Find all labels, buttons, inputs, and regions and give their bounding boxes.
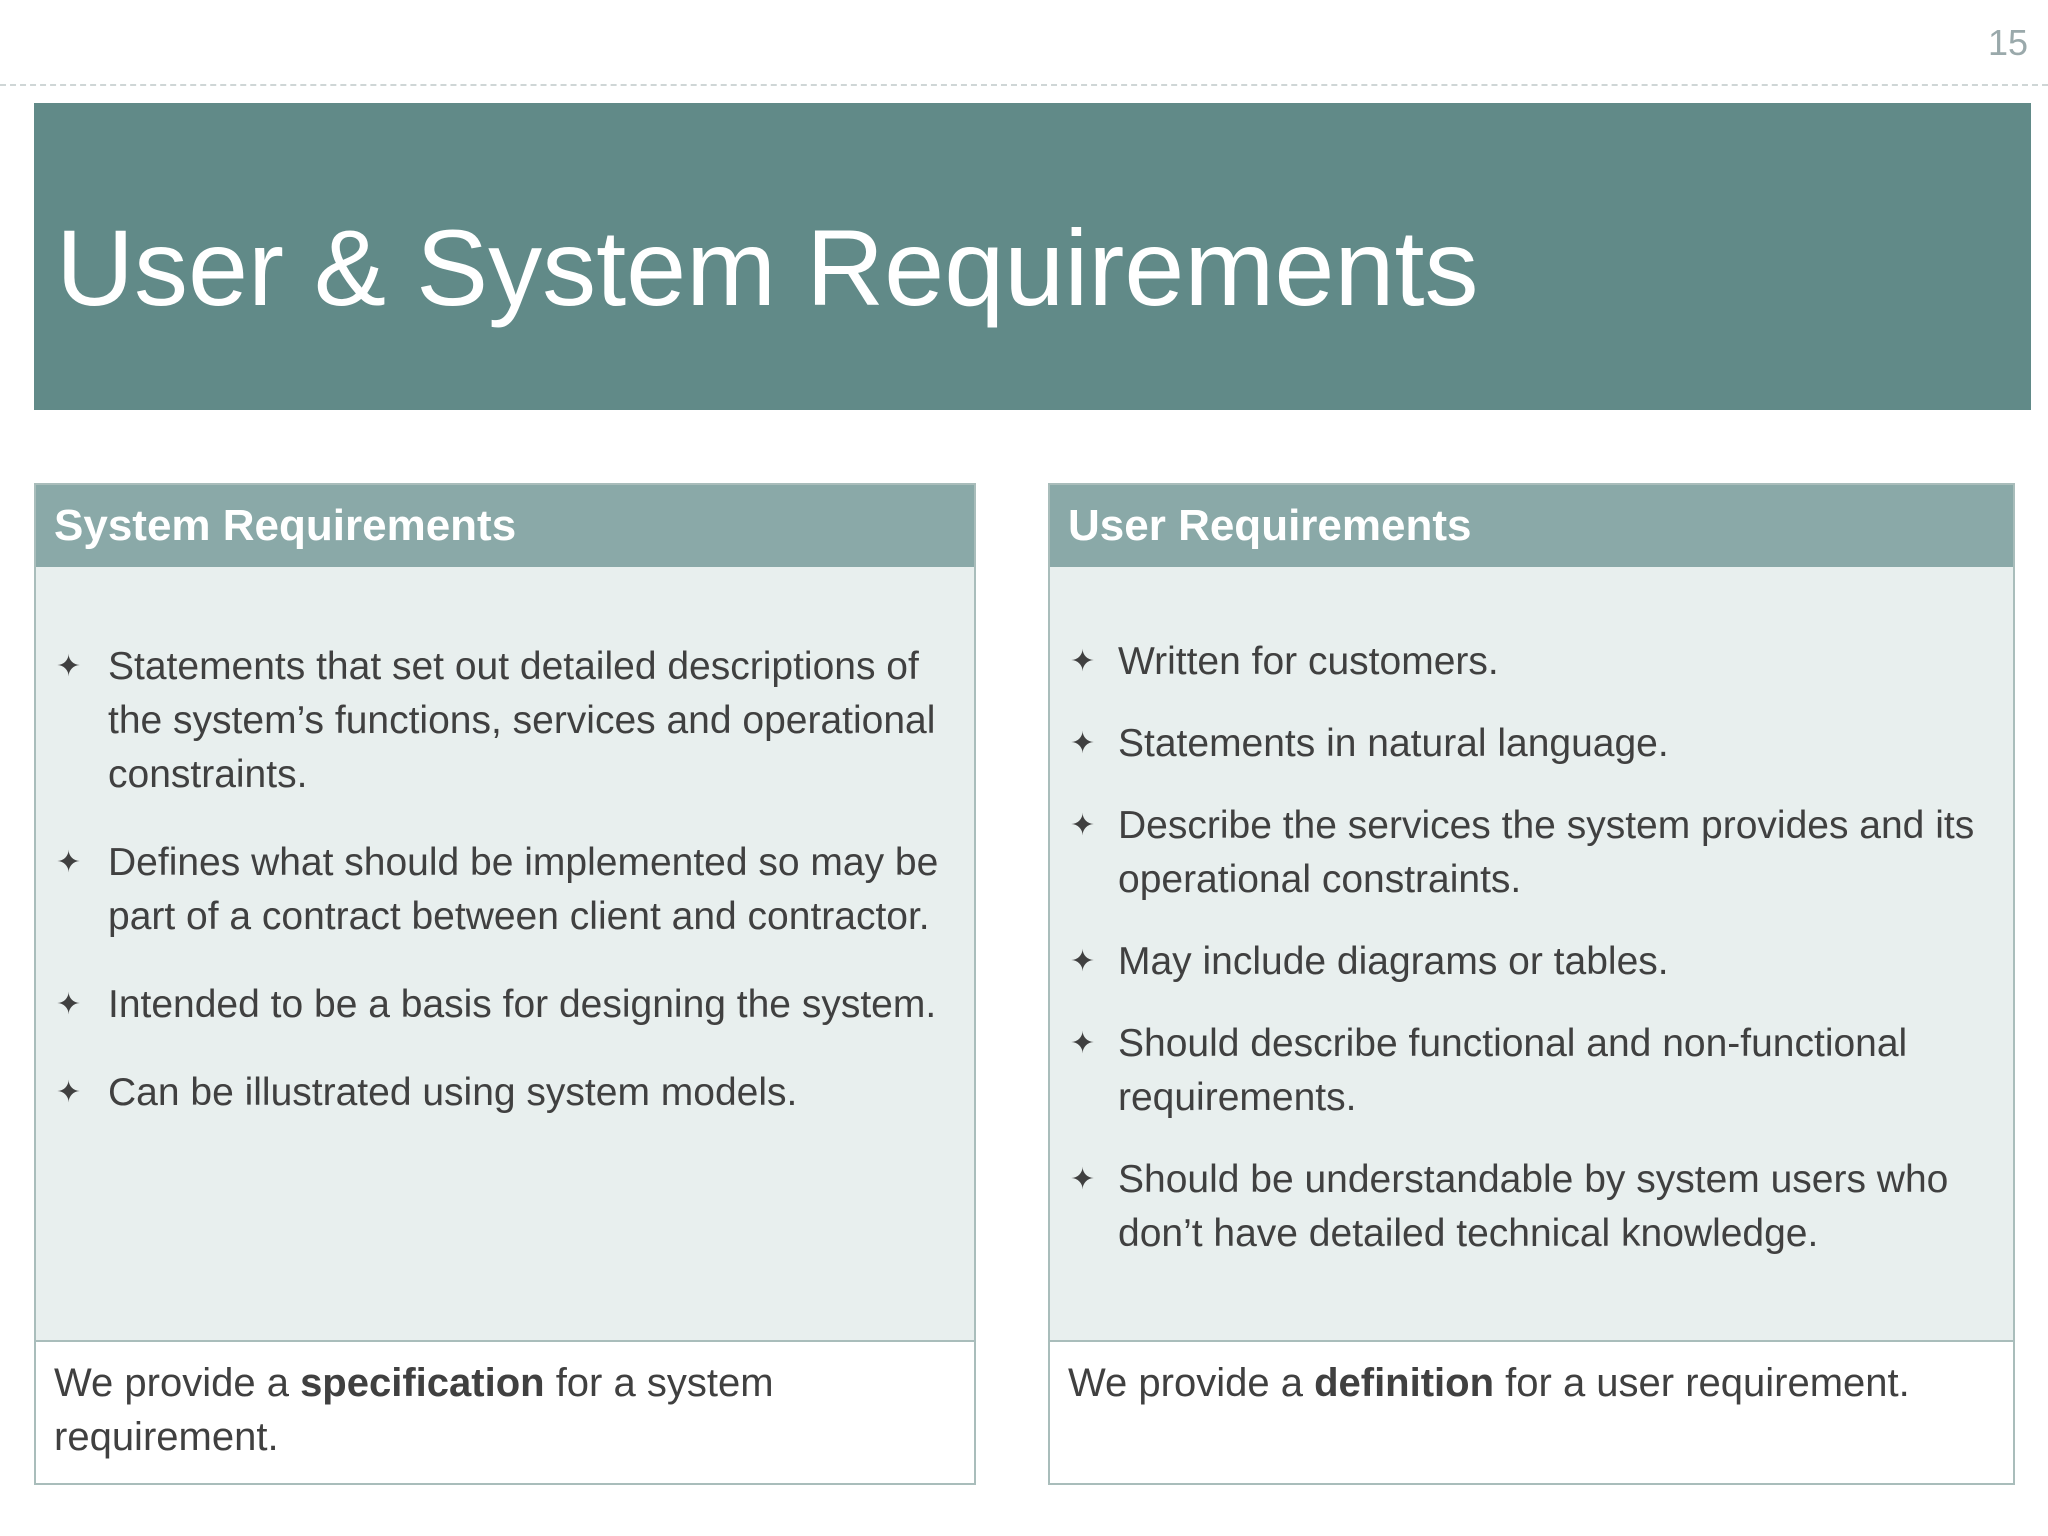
star-bullet-icon: ✦: [1070, 727, 1096, 760]
list-item: [1050, 1153, 2013, 1261]
star-bullet-icon: ✦: [56, 1076, 82, 1109]
header-divider: [0, 84, 2048, 86]
footer-prefix: We provide a: [54, 1361, 301, 1405]
bullet-text: Defines what should be implemented so may be part of a contract between client and contractor.: [108, 841, 939, 938]
star-bullet-icon: ✦: [56, 650, 82, 683]
user-requirements-footer: [1050, 1340, 2013, 1483]
star-bullet-icon: ✦: [56, 846, 82, 879]
bullet-text: Should be understandable by system users who don’t have detailed technical knowledge.: [1118, 1158, 1949, 1255]
star-bullet-icon: ✦: [56, 988, 82, 1021]
bullet-text: Intended to be a basis for designing the system.: [108, 983, 937, 1026]
star-bullet-icon: ✦: [1070, 1163, 1096, 1196]
list-item: [36, 1066, 974, 1120]
system-requirements-heading: System Requirements: [36, 485, 974, 567]
footer-prefix: We provide a: [1068, 1361, 1315, 1405]
list-item: [1050, 799, 2013, 907]
list-item: [1050, 1017, 2013, 1125]
bullet-text: Describe the services the system provides and its operational constraints.: [1118, 804, 1975, 901]
footer-keyword: definition: [1314, 1361, 1495, 1405]
bullet-text: Should describe functional and non-functional requirements.: [1118, 1022, 1908, 1119]
star-bullet-icon: ✦: [1070, 1027, 1096, 1060]
system-requirements-list: [36, 640, 974, 1154]
user-requirements-panel: [1048, 483, 2015, 1485]
footer-keyword: specification: [300, 1361, 545, 1405]
footer-suffix: for a user requirement.: [1494, 1361, 1910, 1405]
list-item: [1050, 935, 2013, 989]
list-item: [1050, 717, 2013, 771]
star-bullet-icon: ✦: [1070, 945, 1096, 978]
bullet-text: Written for customers.: [1118, 640, 1499, 683]
list-item: [36, 978, 974, 1032]
list-item: [36, 640, 974, 802]
slide-title: User & System Requirements: [56, 207, 1479, 328]
bullet-text: Can be illustrated using system models.: [108, 1071, 798, 1114]
bullet-text: Statements in natural language.: [1118, 722, 1669, 765]
system-requirements-panel: [34, 483, 976, 1485]
footer-suffix: for a system requirement.: [54, 1361, 774, 1459]
star-bullet-icon: ✦: [1070, 809, 1096, 842]
page-number: 15: [1987, 22, 2028, 63]
user-requirements-list: [1050, 635, 2013, 1289]
list-item: [36, 836, 974, 944]
title-banner: [34, 103, 2031, 410]
bullet-text: Statements that set out detailed descriptions of the system’s functions, services and operational constraints.: [108, 645, 936, 796]
user-requirements-heading: User Requirements: [1050, 485, 2013, 567]
bullet-text: May include diagrams or tables.: [1118, 940, 1669, 983]
system-requirements-footer: [36, 1340, 974, 1483]
list-item: [1050, 635, 2013, 689]
star-bullet-icon: ✦: [1070, 645, 1096, 678]
